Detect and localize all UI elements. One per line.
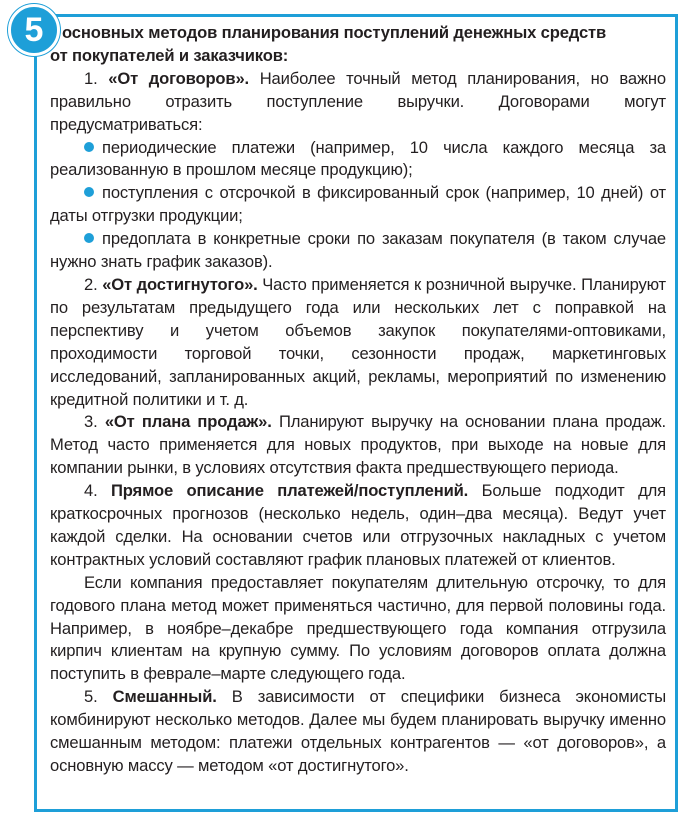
title-line-1: основных методов планирования поступлений денежных средств [62,23,607,42]
bullet-text-3: предоплата в конкретные сроки по заказам покупателя (в таком случае нужно знать график заказов). [50,229,666,272]
article-body [50,22,666,778]
bullet-dot-icon [84,233,94,243]
extra-paragraph: Если компания предоставляет покупателям длительную отсрочку, то для годового плана метод может применяться частично, для первой половины года. Например, в ноябре–декабре предшествующего года компания отгрузила кирпич клиентам на крупную сумму. По условиям договоров оплата должна поступить в феврале–марте следующего года. [50,572,666,684]
method-4-name: Прямое описание платежей/поступлений. [111,481,469,501]
method-4-text: Больше подходит для краткосрочных прогнозов (несколько недель, один–два месяца). Ведут учет каждой сделки. На основании счетов или отгрузочных накладных с учетом контрактных условий составляют график плановых платежей от клиентов. [50,481,666,569]
method-4 [50,480,666,572]
method-1-text: Наиболее точный метод планирования, но важно правильно отразить поступление выручки. Договорами могут предусматриваться: [50,68,666,134]
method-1-name: «От договоров». [108,68,250,88]
method-5-text: В зависимости от специфики бизнеса экономисты комбинируют несколько методов. Далее мы будем планировать выручку именно смешанным методом: платежи отдельных контрагентов — «от договоров», а основную массу — методом «от достигнутого». [50,687,666,775]
method-2 [50,274,666,411]
method-1-num: 1. [84,68,98,88]
bullet-dot-icon [84,142,94,152]
bullet-item-3 [50,228,666,274]
method-2-name: «От достигнутого». [102,274,258,294]
title-line-2: от покупателей и заказчиков: [50,45,289,65]
method-1 [50,68,666,137]
method-2-text: Часто применяется к розничной выручке. Планируют по результатам предыдущего года или нескольких лет с поправкой на перспективу и учетом объемов закупок покупателями-оптовиками, проходимости торговой точки, сезонности продаж, маркетинговых исследований, запланированных акций, рекламы, мероприятий по изменению кредитной политики и т. д. [50,274,667,409]
method-4-num: 4. [84,481,98,501]
method-2-num: 2. [84,274,98,294]
section-title [50,22,666,68]
method-5 [50,686,666,778]
bullet-text-1: периодические платежи (например, 10 числа каждого месяца за реализованную в прошлом месяце продукцию); [50,137,666,180]
method-5-num: 5. [84,687,98,707]
badge-number: 5 [24,11,44,49]
method-3 [50,411,666,480]
method-3-num: 3. [84,412,98,432]
bullet-dot-icon [84,187,94,197]
method-3-text: Планируют выручку на основании плана продаж. Метод часто применяется для новых продуктов, при выходе на новые для компании рынки, в условиях отсутствия факта предшествующего периода. [50,412,666,478]
bullet-item-2 [50,182,666,228]
method-5-name: Смешанный. [112,687,217,707]
bullet-text-2: поступления с отсрочкой в фиксированный срок (например, 10 дней) от даты отгрузки продукции; [50,183,666,226]
method-3-name: «От плана продаж». [104,412,272,432]
bullet-item-1 [50,137,666,183]
